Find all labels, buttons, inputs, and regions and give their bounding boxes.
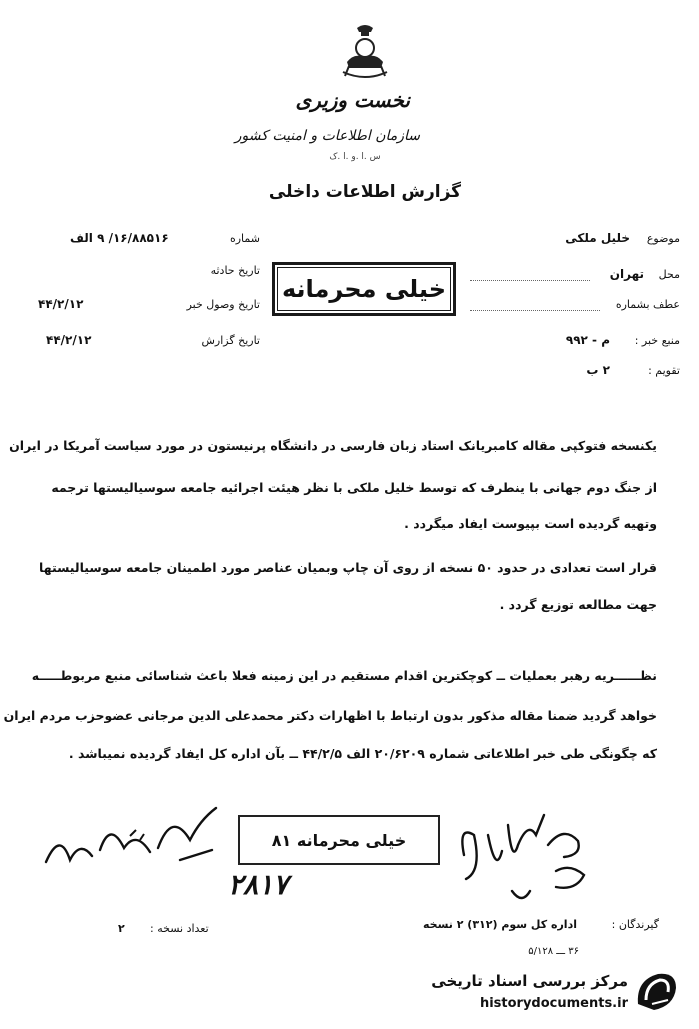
location-dotted-line (470, 280, 590, 281)
body-line: جهت مطالعه توزیع گردد . (499, 597, 657, 612)
organization-name: سازمان اطلاعات و امنیت کشور (234, 128, 420, 144)
archive-logo-icon (632, 966, 682, 1016)
handwritten-signature-left-icon (40, 790, 230, 880)
government-title: نخست وزیری (295, 88, 410, 112)
subject-label: موضوع (646, 232, 680, 245)
received-date-value: ۴۴/۲/۱۲ (38, 297, 84, 311)
evaluation-value: ۲ ب (586, 363, 610, 377)
lion-and-sun-emblem-icon (335, 22, 395, 84)
copies-value: ۲ (118, 922, 125, 935)
number-label: شماره (229, 232, 260, 245)
evaluation-label: تقویم : (648, 364, 680, 377)
reference-label: عطف بشماره (615, 298, 680, 311)
report-date-value: ۴۴/۲/۱۲ (46, 333, 92, 347)
classification-stamp (272, 262, 456, 316)
handwritten-registration-number: ۲۸۱۷ (228, 868, 289, 901)
source-label: منبع خبر : (634, 334, 680, 347)
report-date-label: تاریخ گزارش (201, 334, 260, 347)
received-stamp-text: خیلی محرمانه ۸۱ (271, 830, 407, 850)
received-stamp (238, 815, 440, 865)
location-label: محل (658, 268, 680, 281)
location-value: تهران (609, 267, 644, 281)
body-line: وتهیه گردیده است بپیوست ایفاد میگردد . (404, 516, 657, 531)
reference-dotted-line (470, 310, 600, 311)
number-value: ۱۶/۸۸۵۱۶/ ۹ الف (70, 231, 169, 245)
watermark-url: historydocuments.ir (479, 996, 628, 1011)
body-line: خواهد گردید ضمنا مقاله مذکور بدون ارتباط با اظهارات دکتر محمدعلی الدین مرجانی عضوحزب مردم ایران (3, 708, 657, 723)
subject-value: خلیل ملکی (565, 231, 630, 245)
received-date-label: تاریخ وصول خبر (186, 298, 260, 311)
report-title: گزارش اطلاعات داخلی (268, 182, 462, 202)
body-line: قرار است تعدادی در حدود ۵۰ نسخه از روی آن چاپ وبمیان عناصر مورد اطمینان جامعه سوسیالیستها (39, 560, 657, 575)
body-line: که چگونگی طی خبر اطلاعاتی شماره ۲۰/۶۲۰۹ الف ۴۴/۲/۵ ــ بآن اداره کل ایفاد گردیده نمیباشد . (68, 746, 657, 761)
watermark-org-name: مرکز بررسی اسناد تاریخی (431, 972, 628, 990)
handwritten-signature-right-icon (452, 795, 602, 915)
source-value: م - ۹۹۲ (565, 333, 610, 347)
recipients-label: گیرندگان : (611, 918, 659, 931)
incident-date-label: تاریخ حادثه (210, 264, 260, 277)
recipients-value: اداره کل سوم (۳۱۲) ۲ نسخه (422, 918, 577, 931)
body-line: نظــــــریه رهبر بعملیات ــ کوچکترین اقدام مستقیم در این زمینه فعلا باعث شناسائی منبع مربوطـــــه (31, 668, 657, 683)
organization-abbreviation: س .ا .و .ا .ک (329, 152, 381, 162)
copies-label: تعداد نسخه : (150, 922, 209, 935)
body-line: یکنسخه فتوکپی مقاله کامبریانک استاد زبان فارسی در دانشگاه پرنیستون در مورد سیاست آمریکا در ایران (9, 438, 657, 453)
body-line: از جنگ دوم جهانی با ینطرف که توسط خلیل ملکی با نظر هیئت اجرائیه جامعه سوسیالیستها ترجمه (51, 480, 657, 495)
form-code: ۳۶ ـــ ۵/۱۲۸ (528, 946, 579, 957)
classification-stamp-text: خیلی محرمانه (281, 275, 447, 303)
